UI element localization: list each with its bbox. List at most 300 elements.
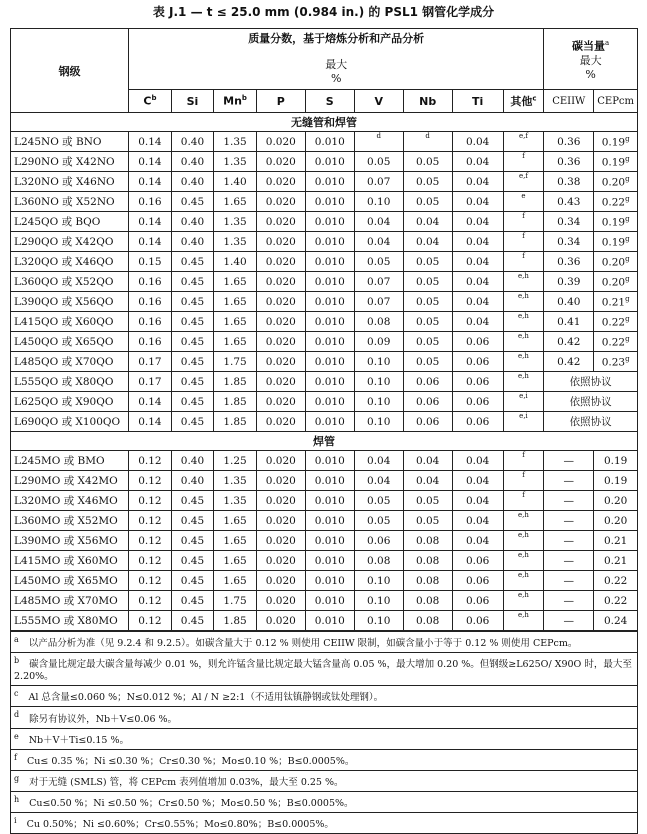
column-header bbox=[305, 90, 354, 113]
value-cell-ti: 0.04 bbox=[452, 172, 503, 192]
value-cell-si: 0.45 bbox=[171, 571, 214, 591]
ce-pcm-cell-value: 0.19 bbox=[603, 454, 628, 467]
steel-grade-cell: L555QO 或 X80QO bbox=[11, 372, 129, 392]
value-cell-c: 0.12 bbox=[129, 571, 172, 591]
value-cell-ti: 0.04 bbox=[452, 491, 503, 511]
footnote-text: Al 总含量≤0.060 %；N≤0.012 %；Al / N ≥2:1（不适用钛镇静钢或钛处理钢）。 bbox=[28, 692, 384, 704]
value-cell-si: 0.40 bbox=[171, 132, 214, 152]
value-cell-si: 0.45 bbox=[171, 551, 214, 571]
value-cell-nb: 0.05 bbox=[403, 511, 452, 531]
column-header-value: V bbox=[374, 94, 383, 108]
value-cell-s: 0.010 bbox=[305, 491, 354, 511]
value-cell-ti: 0.06 bbox=[452, 332, 503, 352]
value-cell-p: 0.020 bbox=[256, 172, 305, 192]
other-note-cell: e,f bbox=[503, 132, 544, 152]
mass-fraction-title: 质量分数，基于熔炼分析和产品分析 bbox=[248, 32, 425, 45]
ce-pcm-cell-value: 0.22 bbox=[603, 594, 628, 607]
ce-pcm-cell-note: g bbox=[625, 294, 630, 303]
value-cell-s: 0.010 bbox=[305, 551, 354, 571]
steel-grade-cell: L245MO 或 BMO bbox=[11, 451, 129, 471]
value-cell-p: 0.020 bbox=[256, 392, 305, 412]
value-cell-ti: 0.04 bbox=[452, 152, 503, 172]
other-note-cell: e,h bbox=[503, 372, 544, 392]
column-header-value: P bbox=[276, 94, 285, 108]
ce-iiw-cell: — bbox=[544, 551, 594, 571]
other-note-cell: f bbox=[503, 252, 544, 272]
value-cell-v: d bbox=[354, 132, 403, 152]
value-cell-p: 0.020 bbox=[256, 132, 305, 152]
footnote-key: e bbox=[14, 731, 19, 741]
table-row bbox=[11, 192, 638, 212]
value-cell-mn: 1.35 bbox=[214, 152, 257, 172]
column-header-value: 其他 bbox=[510, 95, 533, 108]
value-cell-ti: 0.04 bbox=[452, 252, 503, 272]
other-note-cell: e,h bbox=[503, 292, 544, 312]
ce-pcm-cell bbox=[594, 212, 638, 232]
value-cell-nb: 0.05 bbox=[403, 272, 452, 292]
value-cell-p: 0.020 bbox=[256, 591, 305, 611]
value-cell-mn: 1.65 bbox=[214, 192, 257, 212]
ce-pcm-cell-note: g bbox=[625, 314, 630, 323]
other-note-cell: e,i bbox=[503, 412, 544, 432]
footnote-text: 以产品分析为准（见 9.2.4 和 9.2.5）。如碳含量大于 0.12 % 则使用 CEIIW 限制，如碳含量小于等于 0.12 % 则使用 CEPcm。 bbox=[28, 638, 578, 650]
value-cell-si: 0.40 bbox=[171, 232, 214, 252]
value-cell-p: 0.020 bbox=[256, 372, 305, 392]
value-cell-v: 0.10 bbox=[354, 591, 403, 611]
value-cell-c: 0.17 bbox=[129, 352, 172, 372]
value-cell-nb: 0.06 bbox=[403, 412, 452, 432]
value-cell-ti: 0.06 bbox=[452, 372, 503, 392]
value-cell-c: 0.14 bbox=[129, 152, 172, 172]
footnote bbox=[11, 813, 638, 834]
value-cell-s: 0.010 bbox=[305, 212, 354, 232]
value-cell-nb: 0.05 bbox=[403, 491, 452, 511]
table-row bbox=[11, 451, 638, 471]
ce-iiw-cell: — bbox=[544, 611, 594, 632]
footnote-row bbox=[11, 813, 638, 834]
column-header bbox=[452, 90, 503, 113]
steel-grade-cell: L390MO 或 X56MO bbox=[11, 531, 129, 551]
steel-grade-cell: L625QO 或 X90QO bbox=[11, 392, 129, 412]
value-cell-s: 0.010 bbox=[305, 531, 354, 551]
table-row bbox=[11, 152, 638, 172]
value-cell-p: 0.020 bbox=[256, 451, 305, 471]
value-cell-ti: 0.06 bbox=[452, 551, 503, 571]
ce-pcm-cell-value: 0.22 bbox=[601, 336, 626, 349]
value-cell-ti: 0.06 bbox=[452, 591, 503, 611]
steel-grade-cell: L290NO 或 X42NO bbox=[11, 152, 129, 172]
footnote-key: h bbox=[14, 795, 20, 805]
ce-iiw-cell: 0.42 bbox=[544, 352, 594, 372]
value-cell-nb: 0.08 bbox=[403, 571, 452, 591]
value-cell-v: 0.10 bbox=[354, 412, 403, 432]
value-cell-si: 0.45 bbox=[171, 591, 214, 611]
ce-iiw-cell: 0.38 bbox=[544, 172, 594, 192]
steel-grade-cell: L360NO 或 X52NO bbox=[11, 192, 129, 212]
steel-grade-cell: L690QO 或 X100QO bbox=[11, 412, 129, 432]
steel-grade-cell: L245NO 或 BNO bbox=[11, 132, 129, 152]
value-cell-mn: 1.35 bbox=[214, 232, 257, 252]
value-cell-si: 0.45 bbox=[171, 192, 214, 212]
steel-grade-cell: L450QO 或 X65QO bbox=[11, 332, 129, 352]
steel-grade-cell: L450MO 或 X65MO bbox=[11, 571, 129, 591]
value-cell-mn: 1.40 bbox=[214, 172, 257, 192]
value-cell-mn: 1.65 bbox=[214, 531, 257, 551]
footnote bbox=[11, 749, 638, 770]
value-cell-p: 0.020 bbox=[256, 551, 305, 571]
footnote bbox=[11, 653, 638, 686]
value-cell-v: 0.04 bbox=[354, 451, 403, 471]
value-cell-v: 0.10 bbox=[354, 571, 403, 591]
column-header-value: C bbox=[143, 94, 152, 108]
value-cell-mn: 1.65 bbox=[214, 312, 257, 332]
other-note-cell: e bbox=[503, 192, 544, 212]
value-cell-nb: 0.04 bbox=[403, 471, 452, 491]
value-cell-p: 0.020 bbox=[256, 212, 305, 232]
footnote-text: 除另有协议外，Nb＋V≤0.06 %。 bbox=[29, 713, 178, 725]
footnote bbox=[11, 792, 638, 813]
value-cell-si: 0.45 bbox=[171, 292, 214, 312]
ce-pcm-cell-note: g bbox=[625, 274, 630, 283]
value-cell-v: 0.08 bbox=[354, 312, 403, 332]
value-cell-ti: 0.04 bbox=[452, 531, 503, 551]
agreement-cell: 依照协议 bbox=[544, 412, 638, 432]
ce-iiw-cell: — bbox=[544, 491, 594, 511]
ce-pcm-cell-value: 0.22 bbox=[601, 316, 626, 329]
value-cell-c: 0.12 bbox=[129, 591, 172, 611]
ce-pcm-cell bbox=[594, 551, 638, 571]
footnote bbox=[11, 686, 638, 707]
ce-pcm-cell bbox=[594, 511, 638, 531]
ce-pcm-cell-value: 0.20 bbox=[601, 256, 626, 269]
value-cell-c: 0.16 bbox=[129, 192, 172, 212]
value-cell-s: 0.010 bbox=[305, 272, 354, 292]
grade-header: 钢级 bbox=[11, 29, 129, 113]
ce-pcm-cell-value: 0.20 bbox=[603, 494, 628, 507]
value-cell-mn: 1.85 bbox=[214, 412, 257, 432]
value-cell-nb: 0.08 bbox=[403, 611, 452, 632]
ce-pcm-cell-value: 0.19 bbox=[601, 136, 626, 149]
value-cell-s: 0.010 bbox=[305, 252, 354, 272]
value-cell-c: 0.15 bbox=[129, 252, 172, 272]
value-cell-s: 0.010 bbox=[305, 172, 354, 192]
value-cell-ti: 0.06 bbox=[452, 352, 503, 372]
steel-grade-cell: L485QO 或 X70QO bbox=[11, 352, 129, 372]
ce-iiw-cell: 0.36 bbox=[544, 152, 594, 172]
footnote-key: f bbox=[14, 752, 17, 762]
value-cell-c: 0.16 bbox=[129, 292, 172, 312]
agreement-cell: 依照协议 bbox=[544, 392, 638, 412]
footnote-row bbox=[11, 686, 638, 707]
value-cell-c: 0.17 bbox=[129, 372, 172, 392]
column-header bbox=[129, 90, 172, 113]
ce-pcm-cell-note: g bbox=[625, 134, 630, 143]
table-row bbox=[11, 471, 638, 491]
value-cell-p: 0.020 bbox=[256, 332, 305, 352]
ce-pcm-cell bbox=[594, 491, 638, 511]
value-cell-p: 0.020 bbox=[256, 272, 305, 292]
value-cell-ti: 0.04 bbox=[452, 451, 503, 471]
value-cell-nb: 0.05 bbox=[403, 252, 452, 272]
value-cell-si: 0.45 bbox=[171, 272, 214, 292]
value-cell-v: 0.08 bbox=[354, 551, 403, 571]
ce-iiw-cell: — bbox=[544, 571, 594, 591]
column-header bbox=[256, 90, 305, 113]
column-header-value: Mn bbox=[223, 94, 242, 108]
value-cell-mn: 1.85 bbox=[214, 392, 257, 412]
ce-iiw-cell: 0.40 bbox=[544, 292, 594, 312]
value-cell-ti: 0.04 bbox=[452, 511, 503, 531]
ce-pcm-cell-value: 0.24 bbox=[603, 614, 628, 627]
table-row bbox=[11, 312, 638, 332]
steel-grade-cell: L320NO 或 X46NO bbox=[11, 172, 129, 192]
value-cell-mn: 1.40 bbox=[214, 252, 257, 272]
ce-pcm-cell-value: 0.19 bbox=[603, 474, 628, 487]
value-cell-p: 0.020 bbox=[256, 412, 305, 432]
value-cell-v: 0.10 bbox=[354, 192, 403, 212]
value-cell-v: 0.06 bbox=[354, 531, 403, 551]
table-row bbox=[11, 511, 638, 531]
value-cell-mn: 1.65 bbox=[214, 551, 257, 571]
value-cell-ti: 0.04 bbox=[452, 212, 503, 232]
table-row bbox=[11, 491, 638, 511]
other-note-cell: f bbox=[503, 451, 544, 471]
value-cell-mn: 1.75 bbox=[214, 591, 257, 611]
ce-pcm-cell bbox=[594, 531, 638, 551]
value-cell-si: 0.40 bbox=[171, 451, 214, 471]
other-note-cell: e,h bbox=[503, 352, 544, 372]
value-cell-s: 0.010 bbox=[305, 192, 354, 212]
table-row bbox=[11, 292, 638, 312]
value-cell-nb: 0.05 bbox=[403, 292, 452, 312]
value-cell-c: 0.14 bbox=[129, 212, 172, 232]
value-cell-s: 0.010 bbox=[305, 451, 354, 471]
steel-grade-cell: L390QO 或 X56QO bbox=[11, 292, 129, 312]
value-cell-si: 0.40 bbox=[171, 212, 214, 232]
value-cell-ti: 0.04 bbox=[452, 132, 503, 152]
value-cell-nb: 0.06 bbox=[403, 392, 452, 412]
ce-iiw-cell: 0.34 bbox=[544, 212, 594, 232]
value-cell-s: 0.010 bbox=[305, 232, 354, 252]
value-cell-nb: 0.05 bbox=[403, 352, 452, 372]
value-cell-v: 0.04 bbox=[354, 232, 403, 252]
value-cell-v: 0.07 bbox=[354, 272, 403, 292]
value-cell-s: 0.010 bbox=[305, 132, 354, 152]
value-cell-si: 0.45 bbox=[171, 352, 214, 372]
ce-pcm-cell-value: 0.22 bbox=[603, 574, 628, 587]
value-cell-si: 0.45 bbox=[171, 412, 214, 432]
ce-pcm-cell bbox=[594, 471, 638, 491]
column-header-note: b bbox=[241, 94, 247, 103]
steel-grade-cell: L290QO 或 X42QO bbox=[11, 232, 129, 252]
column-header-value: Nb bbox=[419, 94, 437, 108]
ce-iiw-cell: 0.36 bbox=[544, 252, 594, 272]
value-cell-si: 0.40 bbox=[171, 152, 214, 172]
value-cell-p: 0.020 bbox=[256, 192, 305, 212]
value-cell-s: 0.010 bbox=[305, 392, 354, 412]
ce-pcm-cell-note: g bbox=[625, 174, 630, 183]
value-cell-mn: 1.65 bbox=[214, 511, 257, 531]
column-header-note: b bbox=[151, 94, 157, 103]
other-note-cell: e,h bbox=[503, 312, 544, 332]
table-title: 表 J.1 — t ≤ 25.0 mm (0.984 in.) 的 PSL1 钢管化学成分 bbox=[152, 5, 495, 19]
ce-pcm-cell-note: g bbox=[625, 334, 630, 343]
value-cell-si: 0.45 bbox=[171, 372, 214, 392]
value-cell-nb: d bbox=[403, 132, 452, 152]
ce-pcm-cell bbox=[594, 172, 638, 192]
ce-pcm-cell-note: g bbox=[625, 194, 630, 203]
steel-grade-cell: L360QO 或 X52QO bbox=[11, 272, 129, 292]
ce-pcm-cell bbox=[594, 192, 638, 212]
value-cell-ti: 0.04 bbox=[452, 312, 503, 332]
value-cell-ti: 0.06 bbox=[452, 571, 503, 591]
value-cell-si: 0.45 bbox=[171, 392, 214, 412]
ce-iiw-cell: — bbox=[544, 451, 594, 471]
value-cell-v: 0.05 bbox=[354, 252, 403, 272]
value-cell-nb: 0.06 bbox=[403, 372, 452, 392]
table-row bbox=[11, 272, 638, 292]
ce-pcm-cell bbox=[594, 332, 638, 352]
value-cell-ti: 0.04 bbox=[452, 471, 503, 491]
footnote-key: i bbox=[14, 816, 17, 826]
other-note-cell: e,h bbox=[503, 511, 544, 531]
value-cell-c: 0.12 bbox=[129, 491, 172, 511]
table-row bbox=[11, 172, 638, 192]
mass-fraction-percent: % bbox=[330, 72, 342, 85]
other-note-cell: e,h bbox=[503, 272, 544, 292]
ce-column-header: CEIIW bbox=[544, 90, 594, 113]
value-cell-p: 0.020 bbox=[256, 232, 305, 252]
value-cell-ti: 0.04 bbox=[452, 192, 503, 212]
value-cell-p: 0.020 bbox=[256, 252, 305, 272]
ce-pcm-cell-note: g bbox=[625, 354, 630, 363]
footnote bbox=[11, 631, 638, 653]
ce-pcm-cell bbox=[594, 352, 638, 372]
steel-grade-cell: L555MO 或 X80MO bbox=[11, 611, 129, 632]
value-cell-v: 0.07 bbox=[354, 292, 403, 312]
value-cell-c: 0.12 bbox=[129, 551, 172, 571]
value-cell-ti: 0.04 bbox=[452, 272, 503, 292]
value-cell-c: 0.14 bbox=[129, 232, 172, 252]
footnote bbox=[11, 728, 638, 749]
agreement-cell: 依照协议 bbox=[544, 372, 638, 392]
steel-grade-cell: L290MO 或 X42MO bbox=[11, 471, 129, 491]
value-cell-v: 0.04 bbox=[354, 212, 403, 232]
value-cell-s: 0.010 bbox=[305, 292, 354, 312]
table-row bbox=[11, 352, 638, 372]
footnote-key: a bbox=[14, 635, 19, 644]
column-header-note: c bbox=[532, 94, 537, 103]
value-cell-v: 0.05 bbox=[354, 491, 403, 511]
mass-fraction-max: 最大 bbox=[325, 58, 348, 71]
value-cell-v: 0.09 bbox=[354, 332, 403, 352]
value-cell-si: 0.45 bbox=[171, 531, 214, 551]
value-cell-s: 0.010 bbox=[305, 511, 354, 531]
ce-iiw-cell: 0.43 bbox=[544, 192, 594, 212]
footnote-text: Cu 0.50%；Ni ≤0.60%；Cr≤0.55%；Mo≤0.80%；B≤0.0005%。 bbox=[26, 819, 334, 831]
column-header-value: Ti bbox=[472, 94, 484, 108]
value-cell-nb: 0.05 bbox=[403, 332, 452, 352]
value-cell-nb: 0.08 bbox=[403, 551, 452, 571]
column-header-value: S bbox=[325, 94, 334, 108]
steel-grade-cell: L245QO 或 BQO bbox=[11, 212, 129, 232]
value-cell-mn: 1.65 bbox=[214, 571, 257, 591]
ce-pcm-cell bbox=[594, 611, 638, 632]
column-header bbox=[403, 90, 452, 113]
value-cell-si: 0.40 bbox=[171, 471, 214, 491]
ce-pcm-cell-value: 0.20 bbox=[601, 276, 626, 289]
ce-pcm-cell-value: 0.20 bbox=[603, 514, 628, 527]
ce-iiw-cell: 0.34 bbox=[544, 232, 594, 252]
table-row bbox=[11, 212, 638, 232]
carbon-equivalent-header bbox=[544, 29, 638, 90]
value-cell-c: 0.14 bbox=[129, 172, 172, 192]
ce-pcm-cell-value: 0.21 bbox=[603, 534, 628, 547]
ce-pcm-cell bbox=[594, 252, 638, 272]
value-cell-p: 0.020 bbox=[256, 352, 305, 372]
value-cell-mn: 1.85 bbox=[214, 372, 257, 392]
value-cell-p: 0.020 bbox=[256, 571, 305, 591]
value-cell-s: 0.010 bbox=[305, 332, 354, 352]
ce-pcm-cell-value: 0.19 bbox=[601, 236, 626, 249]
value-cell-v: 0.10 bbox=[354, 392, 403, 412]
other-note-cell: e,f bbox=[503, 172, 544, 192]
value-cell-nb: 0.05 bbox=[403, 192, 452, 212]
column-header bbox=[214, 90, 257, 113]
ce-pcm-cell-value: 0.19 bbox=[601, 156, 626, 169]
value-cell-p: 0.020 bbox=[256, 491, 305, 511]
other-note-cell: f bbox=[503, 471, 544, 491]
value-cell-c: 0.12 bbox=[129, 511, 172, 531]
value-cell-nb: 0.05 bbox=[403, 312, 452, 332]
value-cell-mn: 1.65 bbox=[214, 272, 257, 292]
value-cell-p: 0.020 bbox=[256, 531, 305, 551]
value-cell-nb: 0.05 bbox=[403, 152, 452, 172]
ce-iiw-cell: — bbox=[544, 511, 594, 531]
footnote-row bbox=[11, 770, 638, 791]
table-row bbox=[11, 611, 638, 632]
ce-pcm-cell-value: 0.19 bbox=[601, 216, 626, 229]
footnote-key: c bbox=[14, 689, 19, 699]
table-row bbox=[11, 252, 638, 272]
footnote-text: 对于无缝 (SMLS) 管，将 CEPcm 表列值增加 0.03%，最大至 0.25 %。 bbox=[29, 777, 344, 789]
steel-grade-cell: L415QO 或 X60QO bbox=[11, 312, 129, 332]
value-cell-si: 0.45 bbox=[171, 312, 214, 332]
value-cell-c: 0.14 bbox=[129, 132, 172, 152]
value-cell-ti: 0.06 bbox=[452, 611, 503, 632]
value-cell-v: 0.04 bbox=[354, 471, 403, 491]
section-title: 无缝管和焊管 bbox=[11, 113, 638, 132]
other-note-cell: e,i bbox=[503, 392, 544, 412]
value-cell-si: 0.45 bbox=[171, 332, 214, 352]
footnote-text: Cu≤0.50 %；Ni ≤0.50 %；Cr≤0.50 %；Mo≤0.50 %；B≤0.0005%。 bbox=[29, 798, 354, 810]
value-cell-p: 0.020 bbox=[256, 152, 305, 172]
value-cell-nb: 0.04 bbox=[403, 212, 452, 232]
value-cell-c: 0.12 bbox=[129, 451, 172, 471]
value-cell-ti: 0.06 bbox=[452, 412, 503, 432]
value-cell-mn: 1.35 bbox=[214, 132, 257, 152]
value-cell-p: 0.020 bbox=[256, 471, 305, 491]
value-cell-s: 0.010 bbox=[305, 611, 354, 632]
value-cell-c: 0.16 bbox=[129, 312, 172, 332]
value-cell-v: 0.07 bbox=[354, 172, 403, 192]
value-cell-s: 0.010 bbox=[305, 352, 354, 372]
ce-iiw-cell: 0.39 bbox=[544, 272, 594, 292]
ce-pcm-cell bbox=[594, 132, 638, 152]
footnote bbox=[11, 770, 638, 791]
other-note-cell: e,h bbox=[503, 591, 544, 611]
value-cell-c: 0.14 bbox=[129, 412, 172, 432]
